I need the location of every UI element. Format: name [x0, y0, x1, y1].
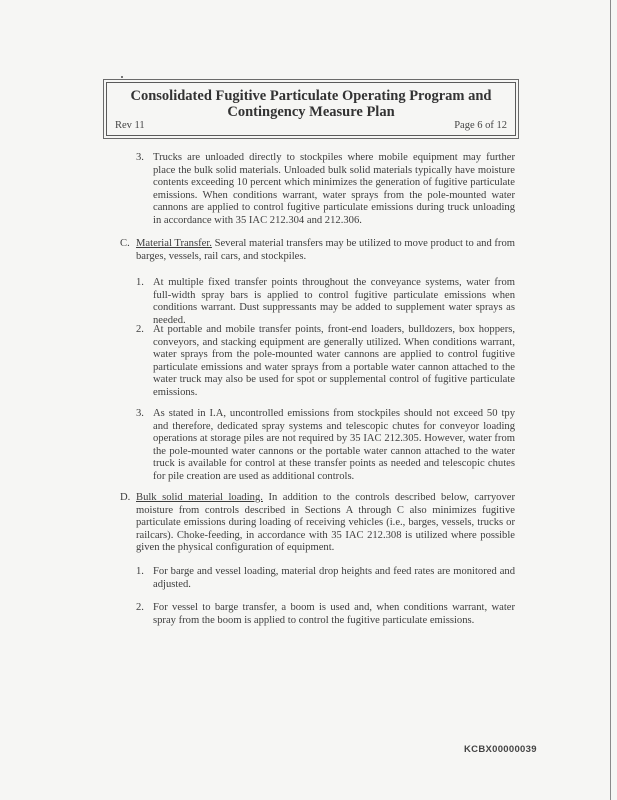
section-d-intro: In addition to the controls described below, carryover moisture from controls described in Sections A through C also minimizes fugitive particulate emissions during loading of receiving vehicles (i.e., barges, vessels, trucks or railcars). Choke-feeding, in accordance with 35 IAC 212.308 is utilized where possible given the physical configuration of equipment. — [136, 492, 516, 554]
item-number: 1. — [136, 277, 144, 288]
bates-number: KCBX00000039 — [464, 744, 537, 755]
paragraph-barge-loading: For barge and vessel loading, material drop heights and feed rates are monitored and adjusted. — [153, 566, 515, 590]
paragraph-stockpile-emissions: As stated in I.A, uncontrolled emissions from stockpiles should not exceed 50 tpy and therefore, dedicated spray systems and telescopic chutes for conveyor loading operations at storage piles are not required by 35 IAC 212.305. However, water from the pole-mounted water cannons or the portable water cannon attached to the water truck is available for control at these transfer points as needed and telescopic chutes for pile creation are used as additional controls. — [153, 408, 515, 482]
section-letter: D. — [120, 492, 131, 503]
document-title-line-2: Contingency Measure Plan — [227, 104, 395, 120]
section-d-heading: Bulk solid material loading. — [136, 492, 263, 503]
page-number: Page 6 of 12 — [454, 120, 507, 131]
page-edge-line — [610, 0, 611, 800]
section-d-paragraph — [136, 492, 515, 555]
header-box — [106, 82, 516, 136]
paragraph-portable-transfer: At portable and mobile transfer points, front-end loaders, bulldozers, box hoppers, conveyors, and stacking equipment are generally utilized. When conditions warrant, water sprays from the pole-mounted water cannons are applied to control fugitive particulate emissions and water sprays from a portable water cannon attached to the water truck may also be used for spot or supplemental control of fugitive particulate emissions. — [153, 324, 515, 398]
item-number: 1. — [136, 566, 144, 577]
item-number: 3. — [136, 408, 144, 419]
section-letter: C. — [120, 238, 130, 249]
item-number: 2. — [136, 602, 144, 613]
paragraph-fixed-transfer: At multiple fixed transfer points throughout the conveyance systems, water from full-width spray bars is applied to control fugitive particulate emissions when conditions warrant. Dust suppressants may be added to supplement water sprays as needed. — [153, 277, 515, 326]
scan-speck — [121, 76, 123, 78]
paragraph-truck-unloading: Trucks are unloaded directly to stockpiles where mobile equipment may further place the bulk solid materials. Unloaded bulk solid materials typically have moisture contents exceeding 10 percent which minimizes the generation of fugitive particulate emissions. When conditions warrant, water sprays from the pole-mounted water cannons are applied to control fugitive particulate emissions during truck unloading in accordance with 35 IAC 212.304 and 212.306. — [153, 152, 515, 226]
revision-label: Rev 11 — [115, 120, 145, 131]
document-title-line-1: Consolidated Fugitive Particulate Operating Program and — [130, 88, 492, 104]
document-title — [107, 88, 515, 120]
section-c-intro: Several material transfers may be utilized to move product to and from barges, vessels, rail cars, and stockpiles. — [136, 238, 515, 262]
section-c-paragraph — [136, 238, 515, 263]
item-number: 2. — [136, 324, 144, 335]
paragraph-vessel-transfer: For vessel to barge transfer, a boom is used and, when conditions warrant, water spray from the boom is applied to control the fugitive particulate emissions. — [153, 602, 515, 626]
section-c-heading: Material Transfer. — [136, 238, 212, 249]
item-number: 3. — [136, 152, 144, 163]
